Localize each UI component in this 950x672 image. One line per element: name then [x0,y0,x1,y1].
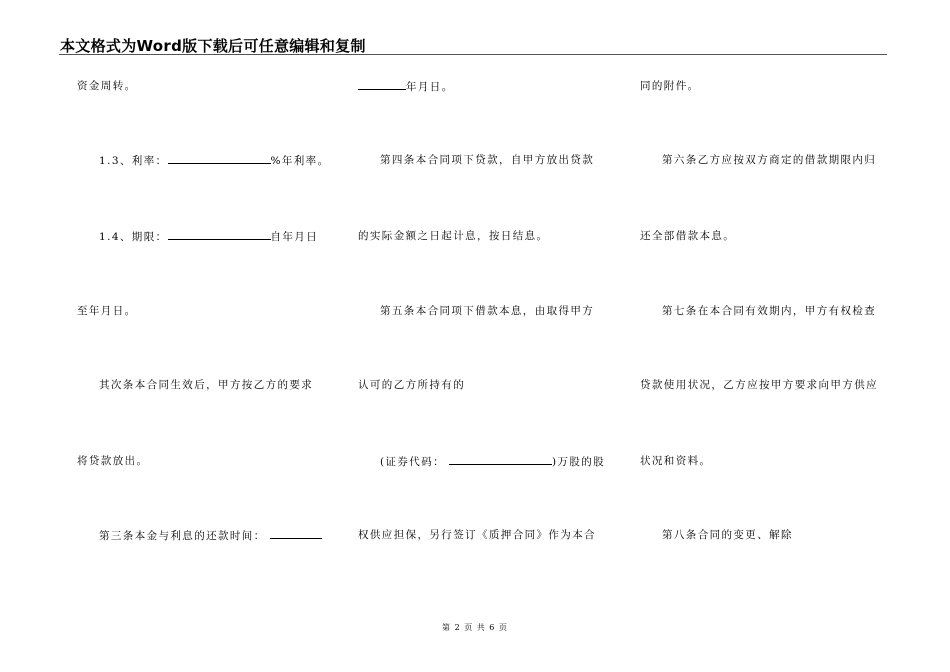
text-line: 还全部借款本息。 [640,230,736,242]
page-header-title: 本文格式为Word版下载后可任意编辑和复制 [60,37,366,55]
term-label: 1.4、期限： [99,231,168,243]
security-code-label: (证券代码： [380,456,445,468]
security-code-suffix: )万股的股 [552,456,606,468]
text-line: 第五条本合同项下借款本息，由取得甲方 [380,305,595,317]
text-line: 第八条合同的变更、解除 [662,529,793,541]
text-line [358,79,454,94]
repay-blank [270,528,322,539]
date-suffix: 年月日。 [406,81,454,93]
text-line: 权供应担保，另行签订《质押合同》作为本合 [358,529,596,541]
text-column-1 [77,0,330,672]
text-line: 状况和资料。 [640,455,712,467]
rate-blank [168,153,271,164]
rate-suffix: %年利率。 [270,155,330,167]
text-line: 的实际金额之日起计息，按日结息。 [358,230,549,242]
text-column-2 [358,0,606,672]
page-number: 第 2 页 共 6 页 [442,623,508,632]
text-column-3 [640,0,885,672]
text-line [358,454,605,469]
security-code-blank [449,454,552,465]
text-line: 至年月日。 [77,305,137,317]
date-blank [358,79,406,90]
text-line: 资金周转。 [77,80,137,92]
text-line: 认可的乙方所持有的 [358,379,466,391]
text-line: 第四条本合同项下贷款，自甲方放出贷款 [380,154,595,166]
text-line: 其次条本合同生效后，甲方按乙方的要求 [99,379,314,391]
text-line: 将贷款放出。 [77,455,149,467]
term-suffix: 自年月日 [270,231,319,243]
text-line [77,528,322,543]
text-line: 同的附件。 [640,80,700,92]
text-line [77,153,329,168]
text-line: 贷款使用状况，乙方应按甲方要求向甲方供应 [640,379,878,391]
text-line: 第七条在本合同有效期内，甲方有权检查 [662,305,877,317]
term-blank [168,229,271,240]
text-line: 第六条乙方应按双方商定的借款期限内归 [662,154,877,166]
repay-label: 第三条本金与利息的还款时间： [99,530,266,542]
text-line [77,229,318,244]
rate-label: 1.3、利率： [99,155,168,167]
